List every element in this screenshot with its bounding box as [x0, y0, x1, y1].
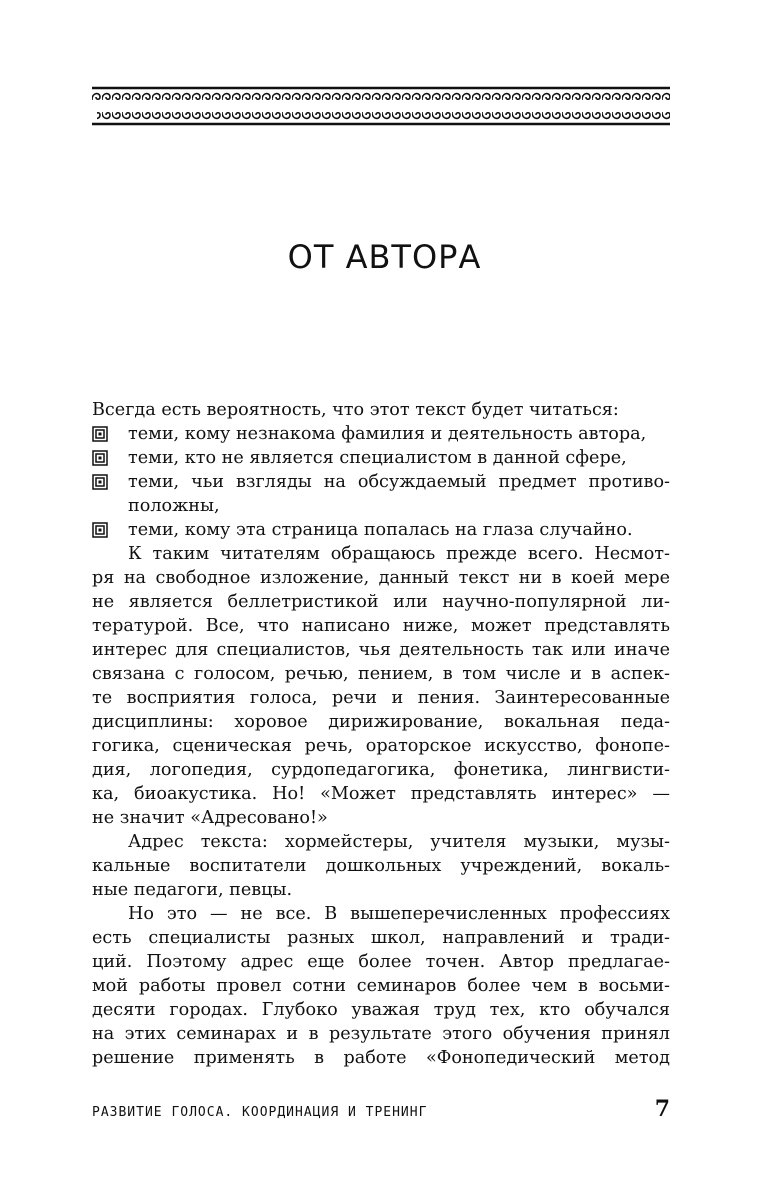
text-line: положны, — [128, 496, 220, 516]
meander-border-ornament — [92, 86, 670, 126]
body-text — [92, 398, 670, 1070]
bullet-text: теми, чьи взгляды на обсуждаемый предмет противо- — [128, 472, 670, 492]
bullet-text: теми, кому эта страница попалась на глаза случайно. — [128, 520, 633, 540]
page-footer — [92, 1096, 670, 1122]
text-line: ря на свободное изложение, данный текст ни в коей мере — [92, 568, 670, 588]
bullet-text: теми, кто не является специалистом в данной сфере, — [128, 448, 627, 468]
bullet-item — [92, 422, 670, 446]
text-line: десяти городах. Глубоко уважая труд тех, кто обучался — [92, 1000, 670, 1020]
text-line: тературой. Все, что написано ниже, может представлять — [92, 616, 670, 636]
running-title: РАЗВИТИЕ ГОЛОСА. КООРДИНАЦИЯ И ТРЕНИНГ — [92, 1105, 428, 1120]
text-line: не является беллетристикой или научно-популярной ли- — [92, 592, 670, 612]
text-line: ка, биоакустика. Но! «Может представлять интерес» — — [92, 784, 670, 804]
text-line: Всегда есть вероятность, что этот текст будет читаться: — [92, 400, 619, 420]
bullet-item — [92, 518, 670, 542]
text-line: К таким читателям обращаюсь прежде всего. Несмот- — [128, 544, 670, 564]
text-line: те восприятия голоса, речи и пения. Заинтересованные — [92, 688, 670, 708]
square-spiral-bullet-icon — [92, 450, 128, 466]
text-line: Адрес текста: хормейстеры, учителя музыки, музы- — [128, 832, 670, 852]
bullet-text: теми, кому незнакома фамилия и деятельность автора, — [128, 424, 647, 444]
text-line: ций. Поэтому адрес еще более точен. Автор предлагае- — [92, 952, 670, 972]
text-line: связана с голосом, речью, пением, в том числе и в аспек- — [92, 664, 670, 684]
text-line: ные педагоги, певцы. — [92, 880, 293, 900]
text-line: мой работы провел сотни семинаров более чем в восьми- — [92, 976, 670, 996]
page-number: 7 — [654, 1096, 670, 1122]
square-spiral-bullet-icon — [92, 474, 128, 490]
bullet-item — [92, 470, 670, 494]
chapter-title: ОТ АВТОРА — [287, 238, 482, 276]
text-line: Но это — не все. В вышеперечисленных профессиях — [128, 904, 670, 924]
square-spiral-bullet-icon — [92, 522, 128, 538]
text-line: есть специалисты разных школ, направлений и тради- — [92, 928, 670, 948]
bullet-item — [92, 446, 670, 470]
text-line: решение применять в работе «Фонопедический метод — [92, 1048, 670, 1068]
square-spiral-bullet-icon — [92, 426, 128, 442]
text-line: гогика, сценическая речь, ораторское искусство, фонопе- — [92, 736, 670, 756]
text-line: не значит «Адресовано!» — [92, 808, 328, 828]
text-line: дисциплины: хоровое дирижирование, вокальная педа- — [92, 712, 670, 732]
text-line: на этих семинарах и в результате этого обучения принял — [92, 1024, 670, 1044]
text-line: кальные воспитатели дошкольных учреждений, вокаль- — [92, 856, 670, 876]
text-line: интерес для специалистов, чья деятельность так или иначе — [92, 640, 670, 660]
text-line: дия, логопедия, сурдопедагогика, фонетика, лингвисти- — [92, 760, 670, 780]
